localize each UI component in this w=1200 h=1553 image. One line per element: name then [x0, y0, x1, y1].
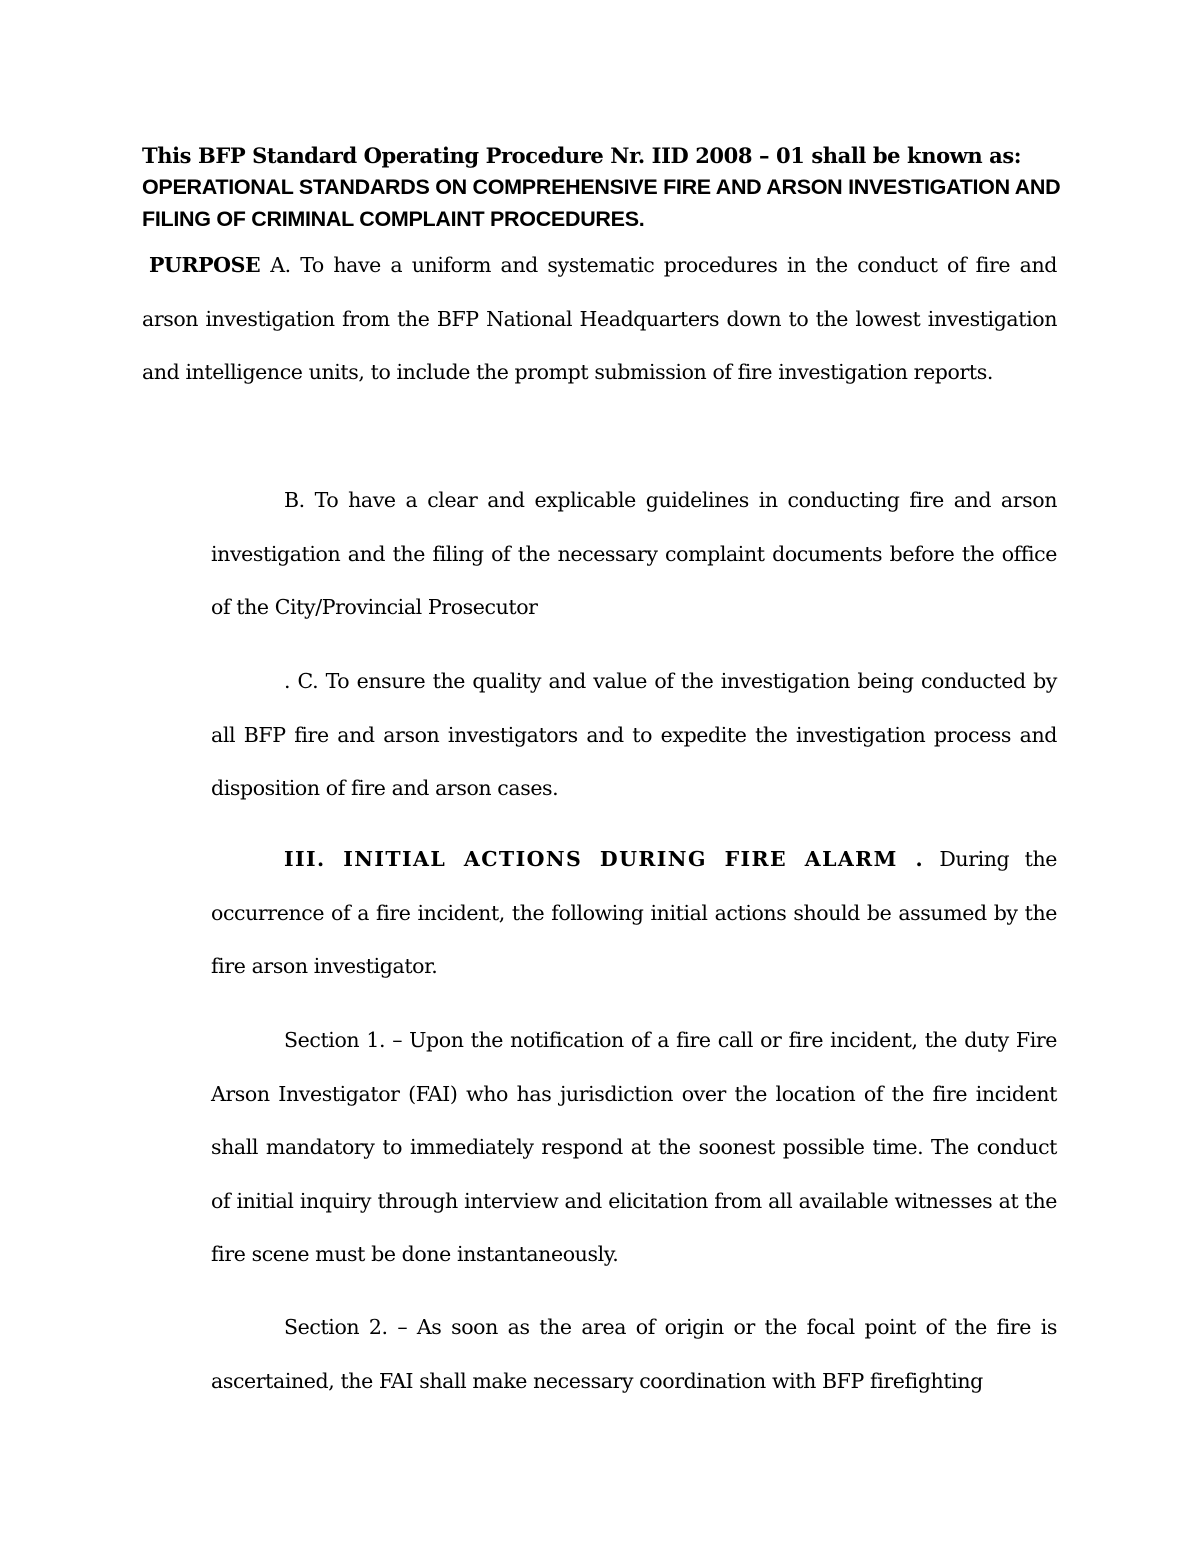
purpose-paragraph: [142, 239, 1057, 400]
section-iii-paragraph: [211, 833, 1057, 994]
section-1-paragraph: Section 1. – Upon the notification of a fire call or fire incident, the duty Fire Arson Investigator (FAI) who has jurisdiction over the location of the fire incident shall mandatory to immediately respond at the soonest possible time. The conduct of initial inquiry through interview and elicitation from all available witnesses at the fire scene must be done instantaneously.: [211, 1028, 1057, 1266]
purpose-item-c: . C. To ensure the quality and value of the investigation being conducted by all BFP fire and arson investigators and to expedite the investigation process and disposition of fire and arson cases.: [211, 669, 1057, 800]
title-sop-name: OPERATIONAL STANDARDS ON COMPREHENSIVE FIRE AND ARSON INVESTIGATION AND FILING OF CRIMINAL COMPLAINT PROCEDURES.: [142, 175, 1061, 231]
purpose-label: PURPOSE: [149, 253, 261, 277]
document-title: [142, 140, 1062, 235]
section-iii-text: During the occurrence of a fire incident, the following initial actions should be assumed by the fire arson investigator.: [211, 847, 1057, 978]
section-2-paragraph: Section 2. – As soon as the area of origin or the focal point of the fire is ascertained, the FAI shall make necessary coordination with BFP firefighting: [211, 1315, 1057, 1393]
title-intro: This BFP Standard Operating Procedure Nr. IID 2008 – 01 shall be known as:: [142, 143, 1022, 168]
purpose-text: A. To have a uniform and systematic procedures in the conduct of fire and arson investigation from the BFP National Headquarters down to the lowest investigation and intelligence units, to include the prompt submission of fire investigation reports.: [142, 253, 1057, 384]
purpose-item-b: B. To have a clear and explicable guidelines in conducting fire and arson investigation and the filing of the necessary complaint documents before the office of the City/Provincial Prosecutor: [211, 488, 1057, 619]
section-iii-heading: III. INITIAL ACTIONS DURING FIRE ALARM .: [284, 847, 925, 871]
